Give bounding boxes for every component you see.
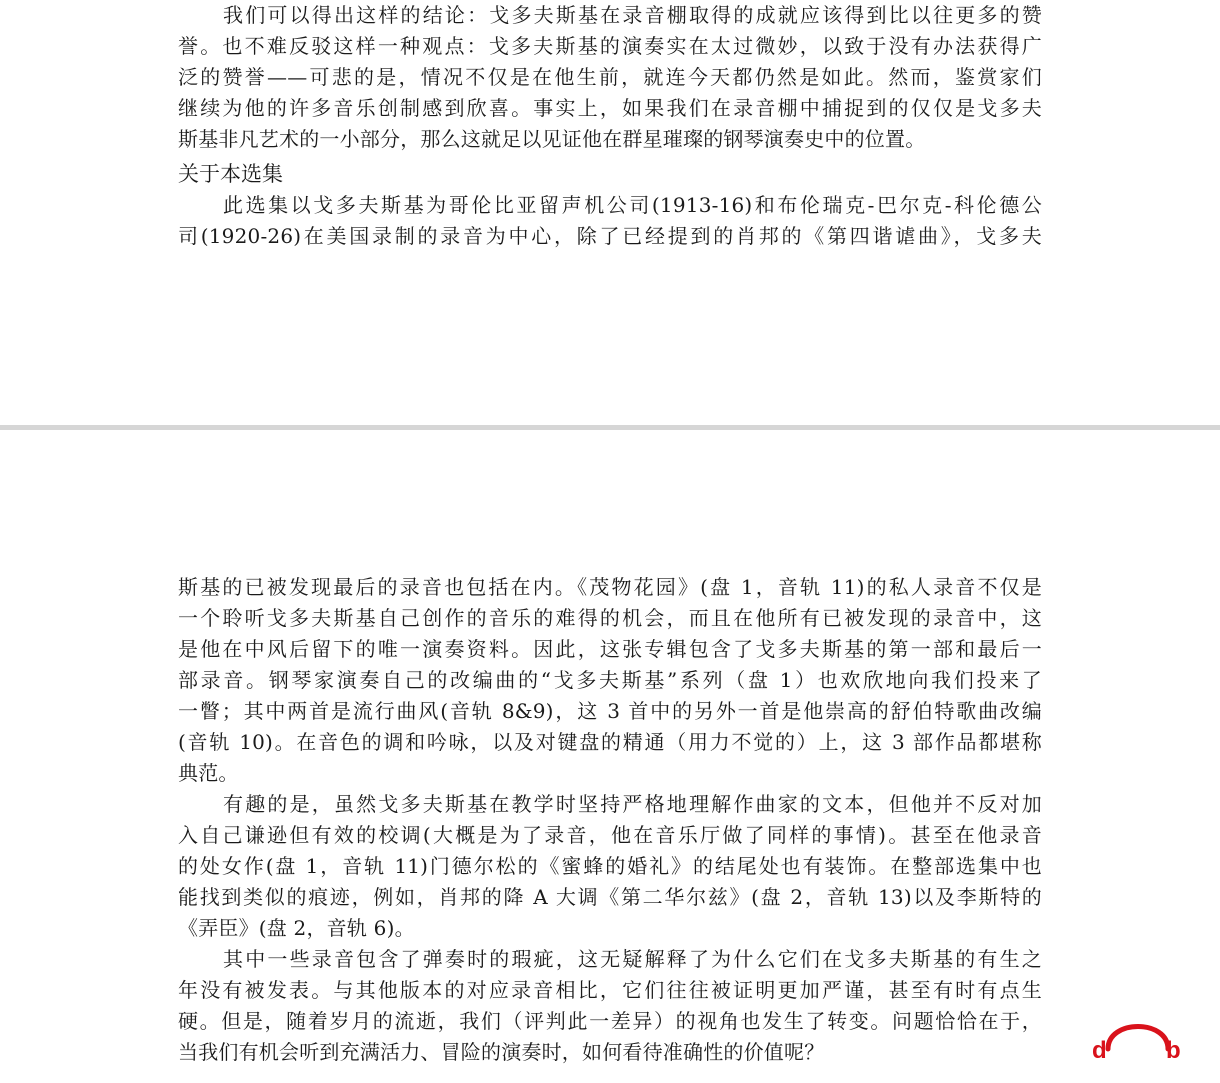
text-line: 入自己谦逊但有效的校调(大概是为了录音，他在音乐厅做了同样的事情)。甚至在他录音 [178, 823, 1042, 847]
text-line: 一瞥；其中两首是流行曲风(音轨 8&9)，这 3 首中的另外一首是他崇高的舒伯特歌曲改编 [178, 699, 1042, 723]
text-line: (音轨 10)。在音色的调和吟咏，以及对键盘的精通（用力不觉的）上，这 3 部作品都堪称 [178, 730, 1042, 754]
paragraph-interesting [178, 789, 1042, 944]
text-line: 司(1920-26)在美国录制的录音为中心，除了已经提到的肖邦的《第四谐谑曲》，戈多夫 [178, 224, 1042, 248]
text-line: 能找到类似的痕迹，例如，肖邦的降 A 大调《第二华尔兹》(盘 2，音轨 13)以及李斯特的 [178, 885, 1042, 909]
paragraph-about-collection [178, 190, 1042, 252]
text-line: 《弄臣》(盘 2，音轨 6)。 [178, 916, 415, 940]
paragraph-flaws [178, 944, 1042, 1068]
paragraph-about-collection-continued [178, 572, 1042, 789]
text-line: 是他在中风后留下的唯一演奏资料。因此，这张专辑包含了戈多夫斯基的第一部和最后一 [178, 637, 1042, 661]
text-line: 其中一些录音包含了弹奏时的瑕疵，这无疑解释了为什么它们在戈多夫斯基的有生之 [223, 947, 1042, 971]
section-heading: 关于本选集 [178, 162, 283, 186]
text-line: 的处女作(盘 1，音轨 11)门德尔松的《蜜蜂的婚礼》的结尾处也有装饰。在整部选集中也 [178, 854, 1042, 878]
headphones-logo-icon [1090, 1015, 1186, 1061]
svg-text:d: d [1092, 1037, 1107, 1061]
text-line: 有趣的是，虽然戈多夫斯基在教学时坚持严格地理解作曲家的文本，但他并不反对加 [223, 792, 1042, 816]
text-line: 斯基的已被发现最后的录音也包括在内。《茂物花园》(盘 1，音轨 11)的私人录音不仅是 [178, 575, 1042, 599]
text-line: 一个聆听戈多夫斯基自己创作的音乐的难得的机会，而且在他所有已被发现的录音中，这 [178, 606, 1042, 630]
text-block-bottom [178, 572, 1042, 1068]
text-line: 誉。也不难反驳这样一种观点：戈多夫斯基的演奏实在太过微妙，以致于没有办法获得广 [178, 34, 1042, 58]
document-page-bottom [0, 430, 1220, 1083]
text-line: 当我们有机会听到充满活力、冒险的演奏时，如何看待准确性的价值呢？ [178, 1040, 825, 1064]
text-line: 继续为他的许多音乐创制感到欣喜。事实上，如果我们在录音棚中捕捉到的仅仅是戈多夫 [178, 96, 1042, 120]
paragraph-conclusion [178, 0, 1042, 155]
text-line: 硬。但是，随着岁月的流逝，我们（评判此一差异）的视角也发生了转变。问题恰恰在于， [178, 1009, 1042, 1033]
text-line: 泛的赞誉——可悲的是，情况不仅是在他生前，就连今天都仍然是如此。然而，鉴赏家们 [178, 65, 1042, 89]
text-line: 我们可以得出这样的结论：戈多夫斯基在录音棚取得的成就应该得到比以往更多的赞 [223, 3, 1042, 27]
text-line: 年没有被发表。与其他版本的对应录音相比，它们往往被证明更加严谨，甚至有时有点生 [178, 978, 1042, 1002]
document-page-top [0, 0, 1220, 425]
text-line: 部录音。钢琴家演奏自己的改编曲的“戈多夫斯基”系列（盘 1）也欢欣地向我们投来了 [178, 668, 1042, 692]
svg-text:b: b [1166, 1037, 1181, 1061]
text-block-top [178, 0, 1042, 252]
text-line: 此选集以戈多夫斯基为哥伦比亚留声机公司(1913-16)和布伦瑞克-巴尔克-科伦德公 [223, 193, 1042, 217]
text-line: 典范。 [178, 761, 239, 785]
text-line: 斯基非凡艺术的一小部分，那么这就足以见证他在群星璀璨的钢琴演奏史中的位置。 [178, 127, 926, 151]
